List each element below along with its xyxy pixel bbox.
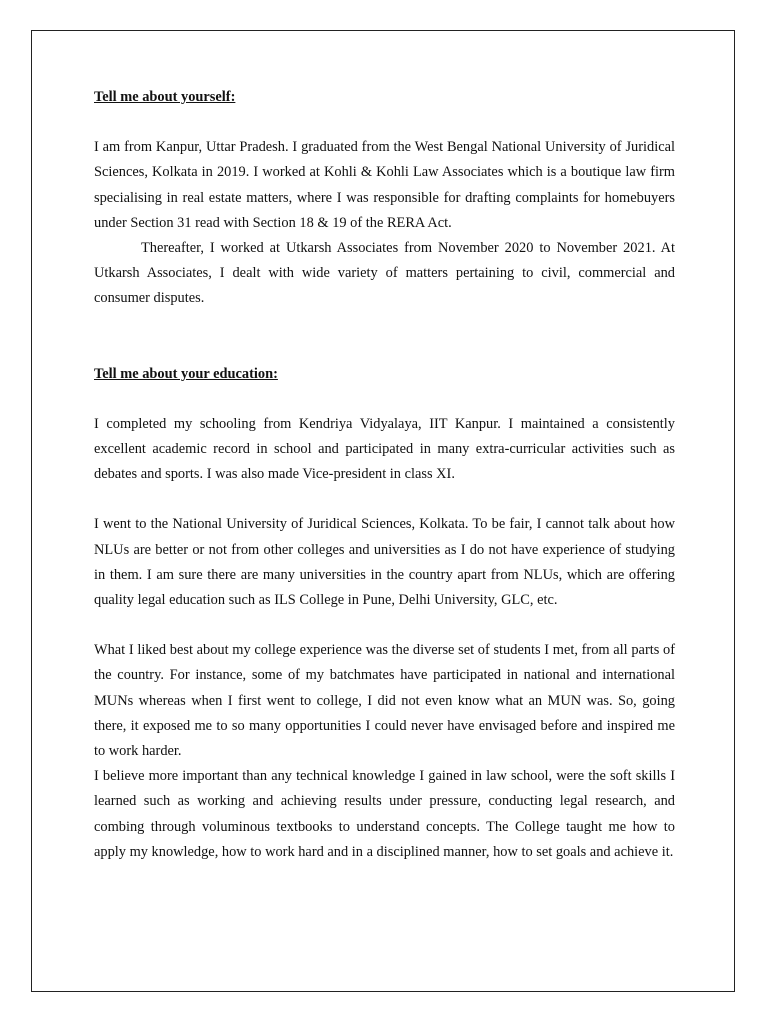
paragraph-utkarsh-associates: Thereafter, I worked at Utkarsh Associates from November 2020 to November 2021. At Utkarsh Associates, I dealt with wide variety of matters pertaining to civil, commercial and consumer disputes. [94, 240, 675, 307]
paragraph-university: I went to the National University of Juridical Sciences, Kolkata. To be fair, I cannot talk about how NLUs are better or not from other colleges and universities as I do not have experience of studying in them. I am sure there are many universities in the country apart from NLUs, which are offering quality legal education such as ILS College in Pune, Delhi University, GLC, etc. [94, 516, 675, 609]
paragraph-background: I am from Kanpur, Uttar Pradesh. I graduated from the West Bengal National University of Juridical Sciences, Kolkata in 2019. I worked at Kohli & Kohli Law Associates which is a boutique law firm specialising in real estate matters, where I was responsible for drafting complaints for homebuyers under Section 31 read with Section 18 & 19 of the RERA Act. [94, 139, 675, 231]
document-body [94, 85, 675, 865]
spacer [94, 312, 675, 362]
spacer [94, 487, 675, 512]
paragraph-soft-skills: I believe more important than any technical knowledge I gained in law school, were the soft skills I learned such as working and achieving results under pressure, conducting legal research, and combing through voluminous textbooks to understand concepts. The College taught me how to apply my knowledge, how to work hard and in a disciplined manner, how to set goals and achieve it. [94, 768, 675, 860]
document-page [31, 30, 735, 992]
spacer [94, 387, 675, 412]
section-heading-about-yourself: Tell me about yourself: [94, 89, 236, 105]
paragraph-schooling: I completed my schooling from Kendriya Vidyalaya, IIT Kanpur. I maintained a consistently excellent academic record in school and participated in many extra-curricular activities such as debates and sports. I was also made Vice-president in class XI. [94, 415, 675, 483]
spacer [94, 110, 675, 135]
section-heading-education: Tell me about your education: [94, 365, 278, 382]
paragraph-college-experience: What I liked best about my college experience was the diverse set of students I met, from all parts of the country. For instance, some of my batchmates have participated in national and international MUNs whereas when I first went to college, I did not even know what an MUN was. So, going there, it exposed me to so many opportunities I could never have envisaged before and inspired me to work harder. [94, 642, 675, 760]
spacer [94, 613, 675, 638]
